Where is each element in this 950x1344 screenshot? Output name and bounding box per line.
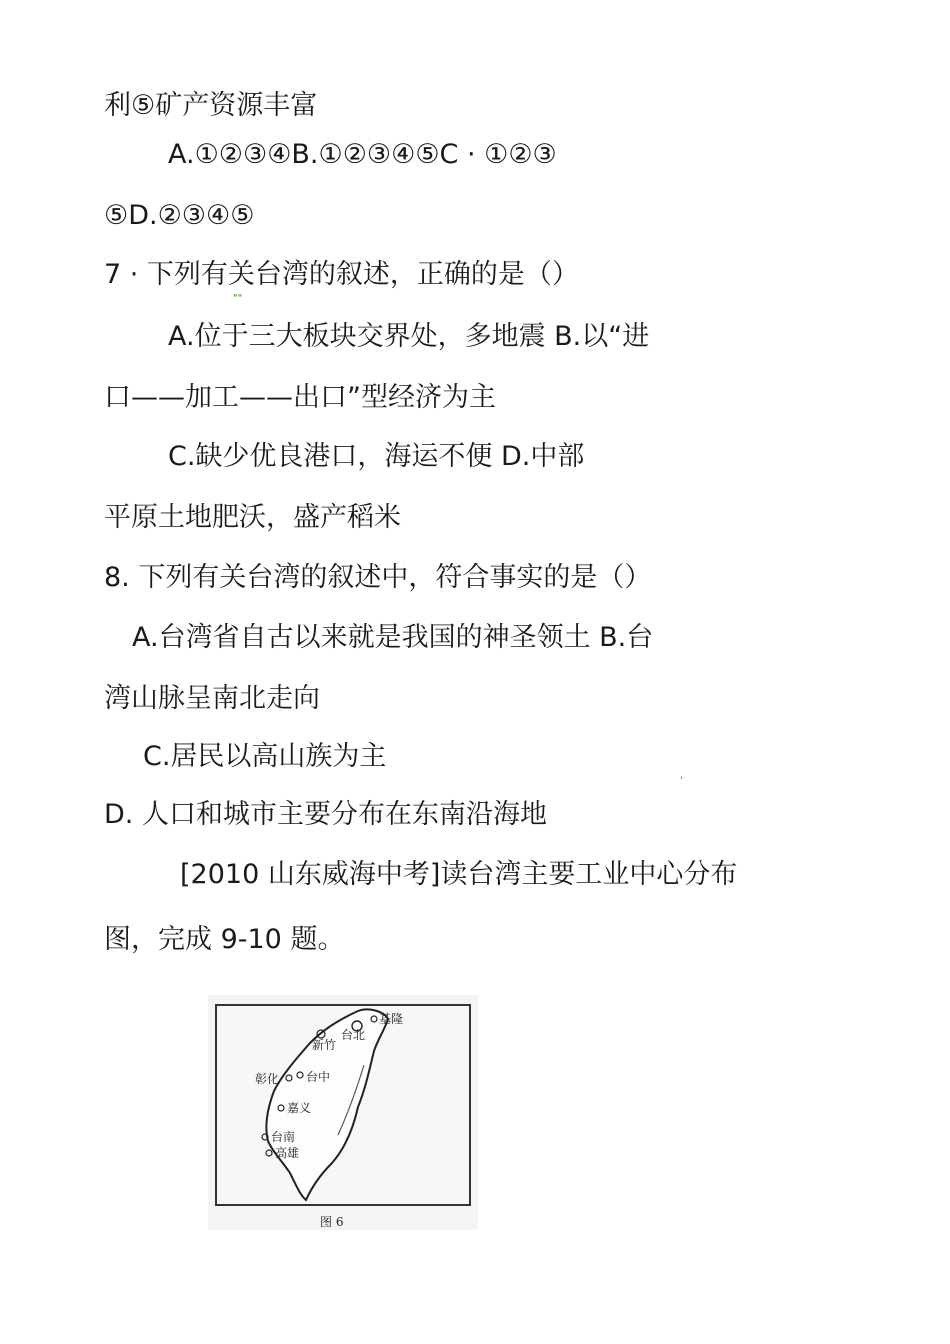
city-label-kaohsiung: 高雄 [275,1146,300,1160]
q8-option-b-cont: 湾山脉呈南北走向 [104,683,320,714]
options-line-q6: A.①②③④B.①②③④⑤C · ①②③ [168,139,557,170]
question-7: 7 · 下列有关台湾的叙述，正确的是（） [104,259,579,290]
reading-intro-cont: 图，完成 9-10 题。 [104,924,345,955]
stray-mark: "" [233,293,243,304]
q8-option-c: C.居民以高山族为主 [143,741,387,772]
options-line-q6-cont: ⑤D.②③④⑤ [104,200,255,231]
stray-comma: , [680,770,684,781]
q7-option-a-b: A.位于三大板块交界处，多地震 B.以“进 [168,321,650,352]
q7-option-c-d: C.缺少优良港口，海运不便 D.中部 [168,441,585,472]
map-caption: 图 6 [320,1215,344,1229]
city-label-tainan: 台南 [271,1130,296,1144]
text-line-1: 利⑤矿产资源丰富 [104,90,318,121]
city-label-taichung: 台中 [306,1070,331,1084]
city-label-hsinchu: 新竹 [312,1038,337,1052]
city-label-keelung: 基隆 [379,1012,404,1026]
q8-option-d: D. 人口和城市主要分布在东南沿海地 [104,799,547,830]
reading-intro: [2010 山东威海中考]读台湾主要工业中心分布 [180,859,738,890]
city-label-changhua: 彰化 [255,1072,280,1086]
q7-option-d-cont: 平原土地肥沃，盛产稻米 [104,502,401,533]
q7-option-b-cont: 口——加工——出口”型经济为主 [104,382,496,413]
city-label-chiayi: 嘉义 [287,1101,312,1115]
taiwan-map-figure [208,995,478,1230]
q8-option-a-b: A.台湾省自古以来就是我国的神圣领土 B.台 [132,622,654,653]
question-8: 8. 下列有关台湾的叙述中，符合事实的是（） [104,562,652,593]
city-label-taipei: 台北 [341,1028,366,1042]
